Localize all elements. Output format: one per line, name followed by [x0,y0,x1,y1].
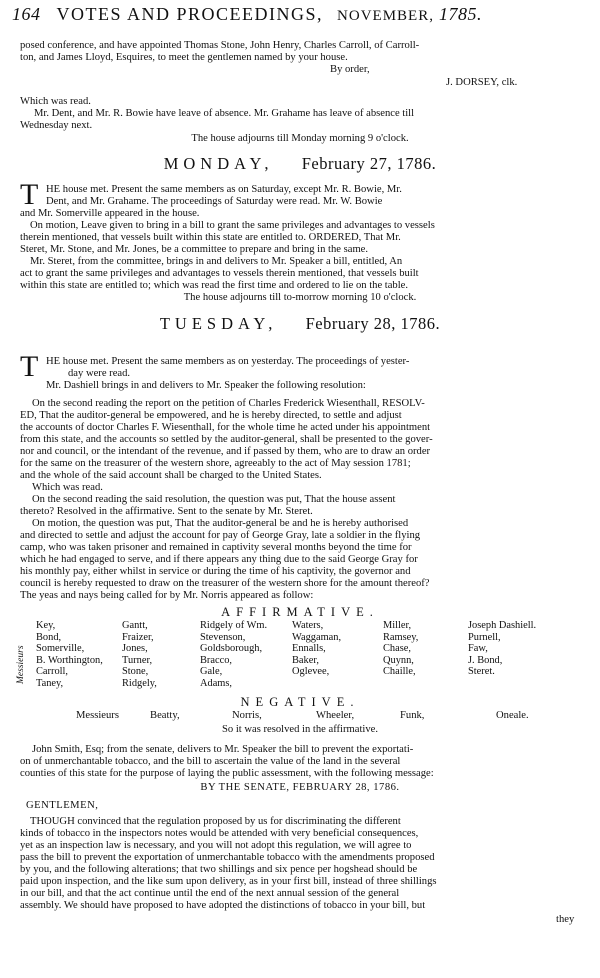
page-month: NOVEMBER, [337,8,434,24]
body-line: from this state, and the accounts so settled by the auditor-general, shall be presented to the gover- [20,434,433,445]
affirmative-name: Chase, [383,643,411,655]
body-line: and directed to settle and adjust the account for pay of George Gray, late a soldier in the flying [20,530,421,541]
affirmative-name: Stone, [122,666,149,678]
body-line: ED, That the auditor-general be empowered, and he is hereby directed, to settle and adjust [20,410,402,421]
negative-name: Beatty, [150,710,180,721]
negative-name: Norris, [232,710,262,721]
body-line: in our bill, and that the act continue until the end of the next annual session of the general [20,888,400,899]
affirmative-name: Bracco, [200,654,233,666]
affirmative-name: Ridgely of Wm. [200,620,268,631]
affirmative-name: Oglevee, [292,666,330,678]
body-line: Mr. Dashiell brings in and delivers to Mr. Speaker the following resolution: [46,380,366,391]
affirmative-name: J. Bond, [468,654,503,666]
body-line: which he had engaged to serve, and if there appears any thing due to the said George Gray for [20,554,418,565]
affirmative-name: Carroll, [36,666,69,678]
affirmative-name: Joseph Dashiell. [468,620,537,631]
affirmative-name: Ennalls, [292,643,326,655]
body-line: HE house met. Present the same members as on Saturday, except Mr. R. Bowie, Mr. [46,184,402,195]
affirmative-name: Ramsey, [383,631,419,643]
body-line: pass the bill to prevent the exportation of unmerchantable tobacco with the amendments proposed [20,852,435,863]
body-line: thereto? Resolved in the affirmative. Sent to the senate by Mr. Steret. [20,506,313,517]
day-name: MONDAY, [163,154,274,173]
body-line: for the same on the treasurer of the western shore, agreeably to the act of May session 1781; [20,458,411,469]
body-line: counties of this state for the purpose of laying the public assessment, with the following message: [20,768,434,779]
body-line: On the second reading the report on the petition of Charles Frederick Wiesenthall, RESOLV- [32,398,425,409]
affirmative-column [292,620,341,678]
body-line: kinds of tobacco in the inspectors notes would be attended with very beneficial consequences, [20,828,419,839]
negative-name: Messieurs [76,710,119,721]
drop-cap: T [20,350,39,383]
affirmative-name: Bond, [36,631,62,643]
affirmative-name: Somerville, [36,643,85,655]
affirmative-name: Purnell, [468,631,501,643]
body-line: camp, who was taken prisoner and remained in captivity several months beyond the time for [20,542,412,553]
body-line: nor and council, or the intendant of the revenue, and if passed by them, who are to draw an order [20,446,431,457]
body-line: council is hereby requested to draw on the treasurer of the western shore for the amount thereof? [20,578,430,589]
page-title: VOTES AND PROCEEDINGS, [56,4,324,24]
affirmative-name: Ridgely, [122,677,157,689]
affirmative-heading: AFFIRMATIVE. [221,605,379,619]
day-heading [0,314,600,333]
messieurs-label: Messieurs [16,645,26,684]
body-line: Wednesday next. [20,120,93,131]
adjourn-line: The house adjourns till Monday morning 9 o'clock. [191,133,409,144]
body-line: therein mentioned, that vessels built within this state are entitled to. ORDERED, That Mr. [20,232,401,243]
senate-line: BY THE SENATE, FEBRUARY 28, 1786. [200,782,400,793]
affirmative-name: Quynn, [383,654,414,666]
affirmative-name: Jones, [122,643,148,655]
clerk-signature: J. DORSEY, clk. [446,77,518,88]
body-line: day were read. [68,368,131,379]
body-line: yet as an inspection law is necessary, and you will not adopt this regulation, we will agree to [20,840,412,851]
vote-result: So it was resolved in the affirmative. [221,724,379,735]
body-line: Mr. Steret, from the committee, brings in and delivers to Mr. Speaker a bill, entitled, An [30,256,403,267]
affirmative-name: Goldsborough, [200,643,263,655]
day-date: February 27, 1786. [301,154,437,173]
body-line: Dent, and Mr. Grahame. The proceedings of Saturday were read. Mr. W. Bowie [46,196,383,207]
affirmative-name: Waters, [292,620,324,631]
body-line: Mr. Dent, and Mr. R. Bowie have leave of absence. Mr. Grahame has leave of absence till [34,108,415,119]
page-year: 1785. [438,4,482,24]
by-order: By order, [330,64,370,75]
affirmative-column [468,620,536,678]
affirmative-name: Fraizer, [122,631,154,643]
body-line: THOUGH convinced that the regulation proposed by us for discriminating the different [30,816,401,827]
negative-name: Funk, [400,710,425,721]
body-line: Which was read. [20,96,91,107]
page-number: 164 [12,4,41,24]
affirmative-name: Chaille, [383,666,416,678]
negative-heading: NEGATIVE. [240,695,360,709]
affirmative-name: Baker, [292,654,319,666]
affirmative-column [36,620,103,690]
body-line: act to grant the same privileges and advantages to vessels therein mentioned, that vessels built [20,268,419,279]
body-line: posed conference, and have appointed Thomas Stone, John Henry, Charles Carroll, of Carroll- [20,40,420,51]
body-line: On the second reading the said resolution, the question was put, That the house assent [32,494,396,505]
day-date: February 28, 1786. [305,314,441,333]
affirmative-column [200,620,267,690]
body-line: and the whole of the said account shall be charged to the United States. [20,470,322,481]
affirmative-name: Miller, [383,620,412,631]
negative-name: Oneale. [496,710,529,721]
drop-cap: T [20,178,39,211]
day-name: TUESDAY, [159,314,278,333]
affirmative-name: Taney, [36,677,64,689]
body-line: ton, and James Lloyd, Esquires, to meet the gentlemen named by your house. [20,52,348,63]
negative-name: Wheeler, [316,710,355,721]
body-line: Steret, Mr. Stone, and Mr. Jones, be a committee to prepare and bring in the same. [20,244,369,255]
body-line: his monthly pay, either whilst in service or during the time of his captivity, the governor and [20,566,411,577]
affirmative-name: Adams, [200,677,233,689]
body-line: John Smith, Esq; from the senate, delivers to Mr. Speaker the bill to prevent the exportati- [32,744,414,755]
body-line: HE house met. Present the same members as on yesterday. The proceedings of yester- [46,356,410,367]
affirmative-name: Stevenson, [200,631,246,643]
body-line: and Mr. Somerville appeared in the house. [20,208,200,219]
body-line: On motion, the question was put, That the auditor-general be and he is hereby authorised [32,518,409,529]
body-line: within this state are entitled to; which was read the first time and ordered to lie on the table. [20,280,409,291]
body-line: paid upon inspection, and the like sum upon delivery, as in your first bill, instead of three shillings [20,876,437,887]
affirmative-name: Steret. [468,666,495,678]
affirmative-name: Turner, [122,654,153,666]
affirmative-name: Waggaman, [292,631,342,643]
running-head [12,4,482,24]
catchword: they [556,914,575,925]
body-line: On motion, Leave given to bring in a bill to grant the same privileges and advantages to vessels [30,220,435,231]
affirmative-column [383,620,418,678]
body-line: assembly. We should have proposed to have adopted the distinctions of tobacco in your bill, but [20,900,426,911]
day-heading [0,154,600,173]
body-line: the accounts of doctor Charles F. Wiesenthall, for the whole time he acted under his appointment [20,422,431,433]
body-line: The yeas and nays being called for by Mr. Norris appeared as follow: [20,590,314,601]
body-line: Which was read. [32,482,103,493]
affirmative-column [122,620,157,690]
affirmative-name: Key, [36,620,56,631]
affirmative-name: Gantt, [122,620,148,631]
adjourn-line: The house adjourns till to-morrow morning 10 o'clock. [183,292,417,303]
body-line: on of unmerchantable tobacco, and the bill to ascertain the value of the land in the several [20,756,401,767]
affirmative-name: B. Worthington, [36,654,103,666]
affirmative-name: Gale, [200,666,223,678]
affirmative-name: Faw, [468,643,488,655]
salutation: GENTLEMEN, [26,800,99,811]
body-line: by you, and the following alterations; that two shillings and six pence per hogshead should be [20,864,418,875]
